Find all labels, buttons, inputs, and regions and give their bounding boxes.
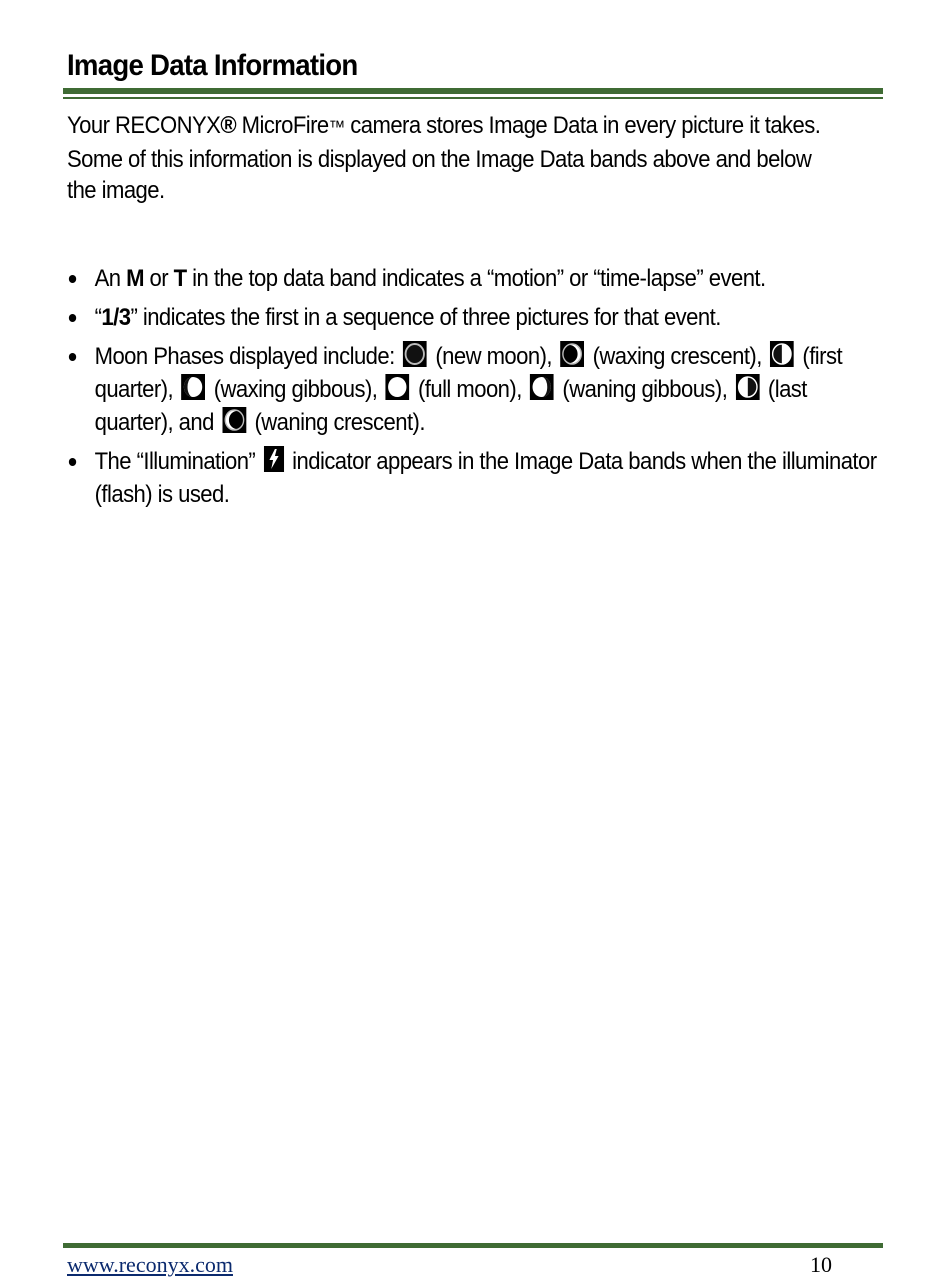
header-rule-thin — [63, 97, 883, 99]
bullet-text: (new moon), — [429, 343, 558, 370]
bullet-text: in the top data band indicates a “motion” or “time-lapse” event. — [186, 265, 766, 292]
header-rule — [63, 88, 883, 94]
bullet-sequence — [67, 301, 877, 334]
first-quarter-icon — [770, 341, 794, 367]
bullet-moon-phases — [67, 340, 877, 439]
bullet-dot — [69, 458, 76, 466]
bullet-text: The “Illumination” — [94, 448, 261, 475]
sequence-code: 1/3 — [101, 304, 131, 331]
flash-icon — [264, 446, 284, 472]
bullet-text: “ — [94, 304, 102, 331]
bullet-text: (waning gibbous), — [556, 376, 733, 403]
trademark-mark: ™ — [328, 117, 345, 137]
waxing-crescent-icon — [560, 341, 584, 367]
motion-code: M — [126, 265, 144, 292]
bullet-text: Moon Phases displayed include: — [94, 343, 401, 370]
waning-crescent-icon — [222, 407, 246, 433]
last-quarter-icon — [736, 374, 760, 400]
bullet-text: (waxing crescent), — [587, 343, 768, 370]
waning-gibbous-icon — [530, 374, 554, 400]
waxing-gibbous-icon — [181, 374, 205, 400]
footer-rule — [63, 1243, 883, 1248]
bullet-text: (first quarter), — [94, 343, 843, 403]
bullet-dot — [69, 275, 76, 283]
intro-text-brand: Your RECONYX — [67, 112, 221, 139]
page-number: 10 — [810, 1252, 832, 1277]
bullet-text: ” indicates the first in a sequence of three pictures for that event. — [130, 304, 721, 331]
full-moon-icon — [386, 374, 410, 400]
intro-text-product: MicroFire — [236, 112, 329, 139]
intro-paragraph — [67, 110, 831, 207]
bullet-dot — [69, 314, 76, 322]
bullet-dot — [69, 353, 76, 361]
timelapse-code: T — [173, 265, 187, 292]
footer-website-link[interactable]: www.reconyx.com — [67, 1252, 233, 1277]
bullet-text: (waning crescent). — [248, 409, 425, 436]
bullet-text: (last quarter), and — [94, 376, 807, 436]
info-bullet-list — [67, 262, 877, 517]
intro-text-rest: camera stores Image Data in every picture it takes. Some of this information is displayed on the Image Data bands above and below the image. — [67, 112, 821, 204]
bullet-text: (waxing gibbous), — [208, 376, 383, 403]
bullet-text: indicator appears in the Image Data bands when the illuminator (flash) is used. — [94, 448, 877, 508]
bullet-illumination — [67, 445, 877, 511]
bullet-event-type — [67, 262, 877, 295]
registered-mark: ® — [220, 112, 237, 139]
bullet-text: or — [143, 265, 174, 292]
new-moon-icon — [403, 341, 427, 367]
bullet-text: (full moon), — [412, 376, 528, 403]
page-title: Image Data Information — [67, 49, 358, 82]
bullet-text: An — [94, 265, 127, 292]
